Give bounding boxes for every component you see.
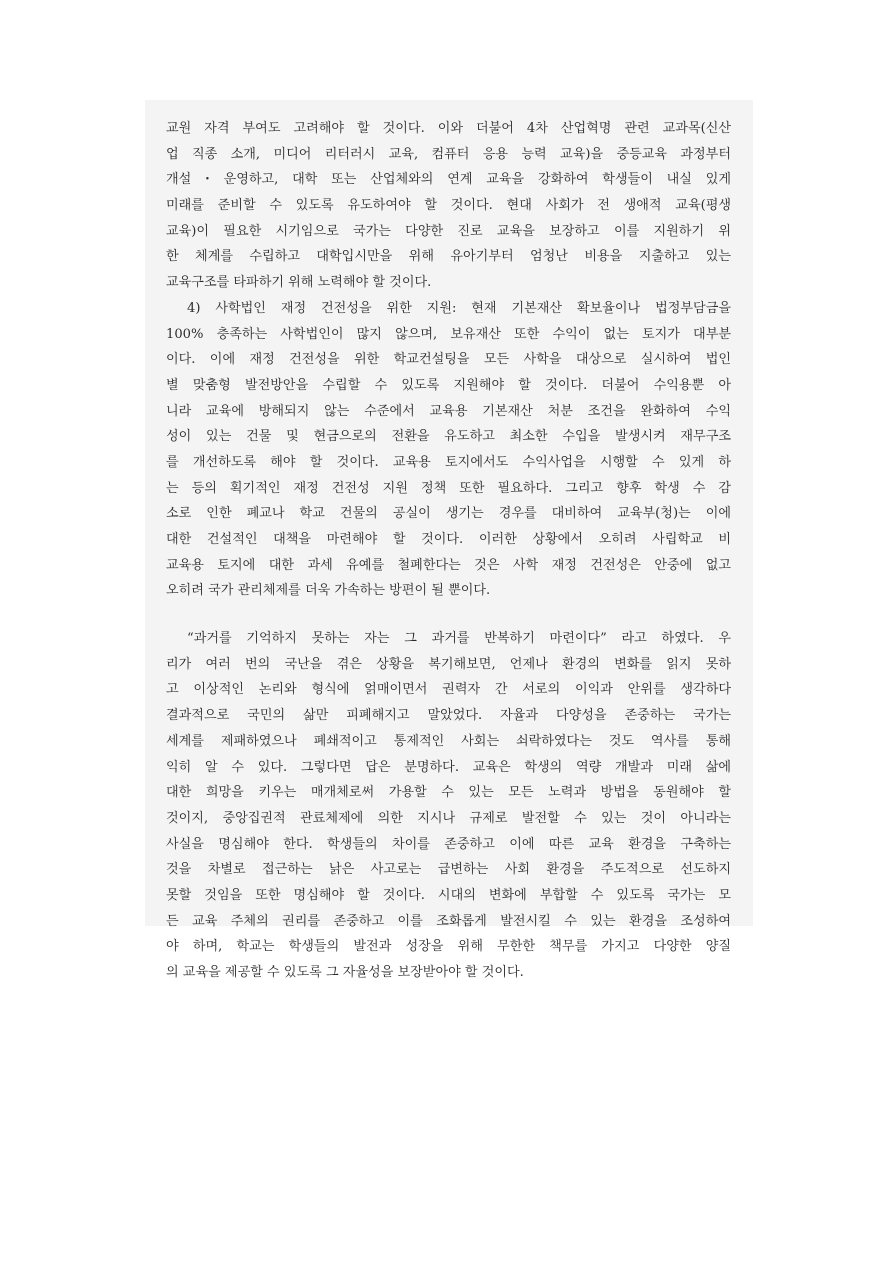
text-line: 것이지, 중앙집권적 관료체제에 의한 지시나 규제로 발전할 수 있는 것이 아니라는 — [166, 810, 731, 826]
paragraph-3 — [166, 626, 731, 986]
text-line: 못할 것임을 또한 명심해야 할 것이다. 시대의 변화에 부합할 수 있도록 국가는 모 — [166, 887, 731, 903]
text-line: 소로 인한 폐교나 학교 건물의 공실이 생기는 경우를 대비하여 교육부(청)는 이에 — [166, 506, 731, 522]
paragraph-1 — [166, 116, 731, 296]
text-line: 교원 자격 부여도 고려해야 할 것이다. 이와 더불어 4차 산업혁명 관련 교과목(신산 — [166, 121, 731, 136]
text-line: 4) 사학법인 재정 건전성을 위한 지원: 현재 기본재산 확보율이나 법정부담금을 — [187, 300, 731, 316]
text-line: 한 체계를 수립하고 대학입시만을 위해 유아기부터 엄청난 비용을 지출하고 있는 — [166, 249, 731, 265]
text-line: 사실을 명심해야 한다. 학생들의 차이를 존중하고 이에 따른 교육 환경을 구축하는 — [166, 836, 731, 852]
text-line: 교육용 토지에 대한 과세 유예를 철폐한다는 것은 사학 재정 건전성은 안중에 없고 — [166, 557, 731, 573]
text-line: 대한 희망을 키우는 매개체로써 가용할 수 있는 모든 노력과 방법을 동원해야 할 — [166, 785, 731, 801]
text-line: 니라 교육에 방해되지 않는 수준에서 교육용 기본재산 처분 조건을 완화하여 수익 — [166, 403, 731, 419]
text-line: 미래를 준비할 수 있도록 유도하여야 할 것이다. 현대 사회가 전 생애적 교육(평생 — [166, 198, 731, 214]
text-line: “과거를 기억하지 못하는 자는 그 과거를 반복하기 마련이다” 라고 하였다. 우 — [187, 631, 731, 647]
text-line: 익히 알 수 있다. 그렇다면 답은 분명하다. 교육은 학생의 역량 개발과 미래 삶에 — [166, 759, 731, 775]
paragraph-gap — [166, 604, 731, 626]
text-line: 오히려 국가 관리체제를 더욱 가속하는 방편이 될 뿐이다. — [166, 583, 491, 599]
document-body — [166, 116, 731, 986]
text-line: 교육)이 필요한 시기임으로 국가는 다양한 진로 교육을 보장하고 이를 지원하기 위 — [166, 223, 731, 239]
text-line: 업 직종 소개, 미디어 리터러시 교육, 컴퓨터 응용 능력 교육)을 중등교육 과정부터 — [166, 146, 731, 162]
text-line: 것을 차별로 접근하는 낡은 사고로는 급변하는 사회 환경을 주도적으로 선도하지 — [166, 862, 731, 878]
text-line: 이다. 이에 재정 건전성을 위한 학교컨설팅을 모든 사학을 대상으로 실시하여 법인 — [166, 352, 731, 368]
text-line: 리가 여러 번의 국난을 겪은 상황을 복기해보면, 언제나 환경의 변화를 읽지 못하 — [166, 656, 731, 672]
text-line: 든 교육 주체의 권리를 존중하고 이를 조화롭게 발전시킬 수 있는 환경을 조성하여 — [166, 913, 731, 929]
text-line: 는 등의 획기적인 재정 건전성 지원 정책 또한 필요하다. 그리고 향후 학생 수 감 — [166, 480, 731, 496]
text-line: 대한 건설적인 대책을 마련해야 할 것이다. 이러한 상황에서 오히려 사립학교 비 — [166, 532, 731, 547]
text-line: 를 개선하도록 해야 할 것이다. 교육용 토지에서도 수익사업을 시행할 수 있게 하 — [166, 454, 731, 470]
text-line: 고 이상적인 논리와 형식에 얽매이면서 권력자 간 서로의 이익과 안위를 생각하다 — [166, 682, 731, 698]
paragraph-2 — [166, 296, 731, 604]
text-line: 결과적으로 국민의 삶만 피폐해지고 말았었다. 자율과 다양성을 존중하는 국가는 — [166, 708, 731, 724]
text-line: 별 맞춤형 발전방안을 수립할 수 있도록 지원해야 할 것이다. 더불어 수익용뿐 아 — [166, 377, 731, 393]
text-line: 성이 있는 건물 및 현금으로의 전환을 유도하고 최소한 수입을 발생시켜 재무구조 — [166, 429, 731, 445]
text-line: 개설・운영하고, 대학 또는 산업체와의 연계 교육을 강화하여 학생들이 내실 있게 — [166, 172, 731, 188]
text-line: 교육구조를 타파하기 위해 노력해야 할 것이다. — [166, 275, 432, 291]
text-line: 100% 충족하는 사학법인이 많지 않으며, 보유재산 또한 수익이 없는 토지가 대부분 — [166, 326, 731, 342]
text-line: 세계를 제패하였으나 폐쇄적이고 통제적인 사회는 쇠락하였다는 것도 역사를 통해 — [166, 733, 731, 749]
text-line: 야 하며, 학교는 학생들의 발전과 성장을 위해 무한한 책무를 가지고 다양한 양질 — [166, 939, 731, 955]
text-line: 의 교육을 제공할 수 있도록 그 자율성을 보장받아야 할 것이다. — [166, 965, 524, 980]
